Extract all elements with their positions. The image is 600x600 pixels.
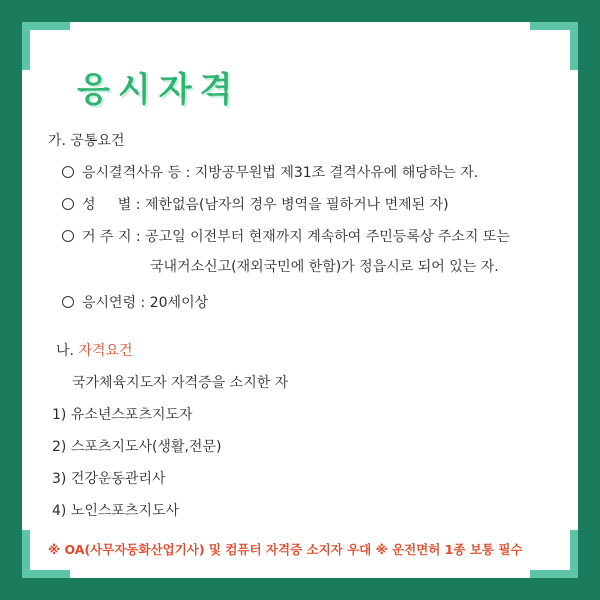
circle-bullet-icon (62, 166, 74, 178)
requirement-age (62, 292, 208, 312)
item-separator: : (131, 229, 146, 245)
requirement-residence (62, 226, 510, 246)
requirement-disqualification (62, 162, 478, 182)
item-text: 국내거소신고(재외국민에 한함)가 정읍시로 되어 있는 자. (150, 259, 499, 275)
item-label: 응시연령 (82, 295, 137, 311)
content-card (22, 22, 578, 578)
preference-note: ※ OA(사무자동화산업기사) 및 컴퓨터 자격증 소지자 우대 ※ 운전면허 1종 보통 필수 (48, 542, 523, 557)
item-text: 공고일 이전부터 현재까지 계속하여 주민등록상 주소지 또는 (145, 229, 510, 245)
item-label: 거 주 지 (82, 229, 132, 245)
item-text: 20세이상 (149, 295, 209, 311)
section-a-heading: 가. 공통요건 (48, 133, 125, 149)
section-b-title: 자격요건 (78, 343, 133, 359)
certificate-item-4: 4) 노인스포츠지도사 (52, 503, 180, 519)
corner-decoration-bottom-right (530, 530, 578, 578)
item-text: 제한없음(남자의 경우 병역을 필하거나 면제된 자) (144, 197, 449, 213)
item-text: 지방공무원법 제31조 결격사유에 해당하는 자. (194, 165, 479, 181)
certificate-item-2: 2) 스포츠지도사(생활,전문) (52, 439, 222, 455)
section-b-heading (56, 340, 133, 360)
corner-decoration-top-left (22, 22, 70, 70)
item-separator: : (136, 295, 150, 311)
requirement-residence-continued (150, 256, 499, 276)
circle-bullet-icon (62, 230, 74, 242)
item-separator: : (181, 165, 195, 181)
corner-decoration-top-right (530, 22, 578, 70)
certificate-item-1: 1) 유소년스포츠지도자 (52, 407, 193, 423)
item-label: 응시결격사유 등 (82, 165, 182, 181)
circle-bullet-icon (62, 198, 74, 210)
page-title: 응시자격 (77, 70, 241, 110)
certificate-item-3: 3) 건강운동관리사 (52, 471, 166, 487)
item-separator: : (131, 197, 145, 213)
requirement-gender (62, 194, 449, 214)
item-label: 성 별 (82, 197, 132, 213)
section-b-prefix: 나. (56, 343, 74, 359)
circle-bullet-icon (62, 296, 74, 308)
section-b-intro: 국가체육지도자 자격증을 소지한 자 (72, 375, 289, 391)
